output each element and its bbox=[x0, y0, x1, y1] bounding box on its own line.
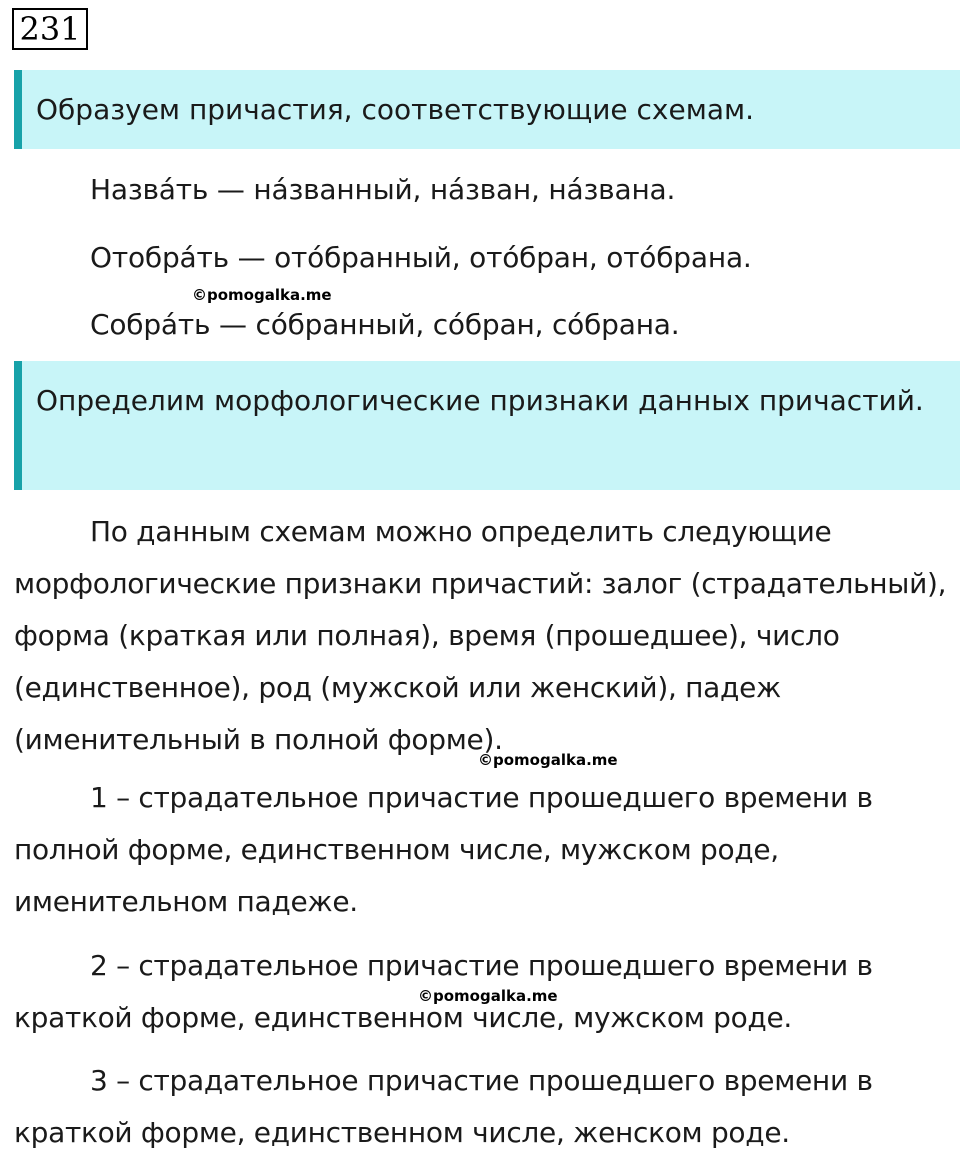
answer-item-2: 2 – страдательное причастие прошедшего времени в краткой форме, единственном числе, мужском роде. bbox=[14, 949, 873, 1034]
watermark: ©pomogalka.me bbox=[192, 286, 332, 304]
answer-item-3: 3 – страдательное причастие прошедшего времени в краткой форме, единственном числе, женском роде. bbox=[14, 1064, 873, 1149]
section-heading-form-participles: Образуем причастия, соответствующие схемам. bbox=[14, 70, 960, 149]
section-heading-morphology: Определим морфологические признаки данных причастий. bbox=[14, 361, 960, 490]
answer-item-1: 1 – страдательное причастие прошедшего времени в полной форме, единственном числе, мужском роде, именительном падеже. bbox=[14, 781, 873, 918]
task-number: 231 bbox=[12, 8, 88, 50]
intro-paragraph: По данным схемам можно определить следующие морфологические признаки причастий: залог (страдательный), форма (краткая или полная), время (прошедшее), число (единственное), род (мужской или женский), падеж (именительный в полной форме). bbox=[14, 515, 947, 756]
participle-forms-line-sobrat: Собра́ть — со́бранный, со́бран, со́брана. bbox=[90, 308, 680, 341]
participle-forms-line-nazvat: Назва́ть — на́званный, на́зван, на́звана. bbox=[90, 173, 676, 206]
watermark: ©pomogalka.me bbox=[418, 987, 558, 1005]
participle-forms-line-otobrat: Отобра́ть — ото́бранный, ото́бран, ото́брана. bbox=[90, 241, 752, 274]
watermark: ©pomogalka.me bbox=[478, 751, 618, 769]
